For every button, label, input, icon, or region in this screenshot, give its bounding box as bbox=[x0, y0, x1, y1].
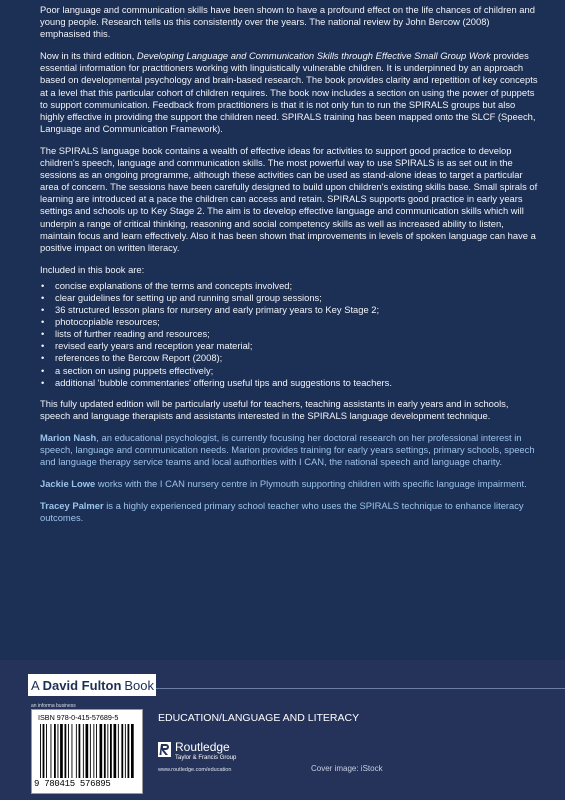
cover-credit: Cover image: iStock bbox=[311, 764, 383, 773]
list-item: • lists of further reading and resources; bbox=[40, 328, 538, 340]
feature-list bbox=[40, 280, 538, 389]
list-item: • revised early years and reception year material; bbox=[40, 340, 538, 352]
book-title: Developing Language and Communication Skills through Effective Small Group Work bbox=[136, 50, 491, 62]
category-label: EDUCATION/LANGUAGE AND LITERACY bbox=[158, 712, 360, 724]
list-item: • 36 structured lesson plans for nursery and early primary years to Key Stage 2; bbox=[40, 304, 538, 316]
list-item: • a section on using puppets effectively; bbox=[40, 365, 538, 377]
author-bio: is a highly experienced primary school teacher who uses the SPIRALS technique to enhance literacy outcomes. bbox=[40, 500, 524, 524]
author-name: Tracey Palmer bbox=[40, 500, 104, 512]
barcode-number: 9 780415 576895 bbox=[34, 779, 111, 789]
david-fulton-logo bbox=[28, 674, 156, 696]
list-item: • photocopiable resources; bbox=[40, 316, 538, 328]
intro-paragraph: Poor language and communication skills have been shown to have a profound effect on the life chances of children and young people. Research tells us this consistently over the years. The national review by John Bercow (2008) emphasised this. bbox=[40, 4, 535, 40]
barcode-icon bbox=[40, 724, 136, 778]
informa-label: an informa business bbox=[31, 703, 76, 709]
author-name: Jackie Lowe bbox=[40, 478, 96, 490]
barcode-block bbox=[31, 709, 143, 794]
list-intro: Included in this book are: bbox=[40, 263, 145, 275]
publisher-name: Routledge bbox=[175, 740, 230, 754]
edition-rest: provides essential information for practitioners working with linguistically vulnerable children. It is underpinned by an approach based on developmental psychology and brain-based research. The book provides clarity and repetition of key concepts at a level that this particular cohort of children requires. The book now includes a section on using the power of puppets to support communication. Feedback from practitioners is that it is not only fun to run the SPIRALS groups but also highly effective in providing the support the children need. SPIRALS training has been mapped onto the SLCF (Speech, Language and Communication Framework). bbox=[40, 50, 538, 134]
list-item: • additional 'bubble commentaries' offering useful tips and suggestions to teachers. bbox=[40, 377, 538, 389]
list-item: • clear guidelines for setting up and running small group sessions; bbox=[40, 292, 538, 304]
edition-paragraph bbox=[40, 50, 538, 135]
author-bio: works with the I CAN nursery centre in Plymouth supporting children with specific language impairment. bbox=[95, 478, 527, 490]
publisher-subtitle: Taylor & Francis Group bbox=[175, 755, 237, 761]
spirals-paragraph: The SPIRALS language book contains a wealth of effective ideas for activities to support good practice to develop children's speech, language and communication skills. The most powerful way to use SPIRALS is as set out in the sessions as an ongoing programme, although these activities can be used as stand-alone ideas to target a particular area of concern. The sessions have been carefully designed to build upon children's existing skills base. Small spirals of learning are introduced at a pace the children can access and retain. SPIRALS supports good practice in early years settings and schools up to Key Stage 2. The aim is to develop effective language and communication skills which will underpin a range of critical thinking, reasoning and social competency skills as well as increased ability to listen, maintain focus and learn effectively. Also it has been shown that improvements in levels of spoken language can have a positive impact on written literacy. bbox=[40, 144, 538, 253]
author-bio-marion-nash bbox=[40, 432, 538, 468]
author-name: Marion Nash bbox=[40, 431, 97, 443]
edition-intro: Now in its third edition, bbox=[40, 50, 137, 62]
isbn-text: ISBN 978-0-415-57689-5 bbox=[38, 713, 119, 722]
logo-book: Book bbox=[124, 677, 155, 693]
publisher-url: www.routledge.com/education bbox=[158, 767, 232, 773]
routledge-logo-icon bbox=[158, 742, 171, 757]
logo-david-fulton: David Fulton bbox=[42, 677, 122, 693]
audience-paragraph: This fully updated edition will be particularly useful for teachers, teaching assistants in early years and in schools, speech and language therapists and assistants interested in the SPIRALS language development technique. bbox=[40, 397, 509, 421]
list-item: • references to the Bercow Report (2008); bbox=[40, 352, 538, 364]
author-bio-tracey-palmer bbox=[40, 500, 538, 524]
author-bio-jackie-lowe bbox=[40, 478, 538, 490]
logo-a: A bbox=[31, 677, 40, 693]
back-cover-blurb bbox=[40, 4, 538, 534]
list-item: • concise explanations of the terms and concepts involved; bbox=[40, 280, 538, 292]
author-bio: , an educational psychologist, is currently focusing her doctoral research on her professional interest in speech, language and communication needs. Marion provides training for early years settings, primary schools, speech and language therapy service teams and local authorities with I CAN, the national speech and language charity. bbox=[40, 431, 535, 468]
